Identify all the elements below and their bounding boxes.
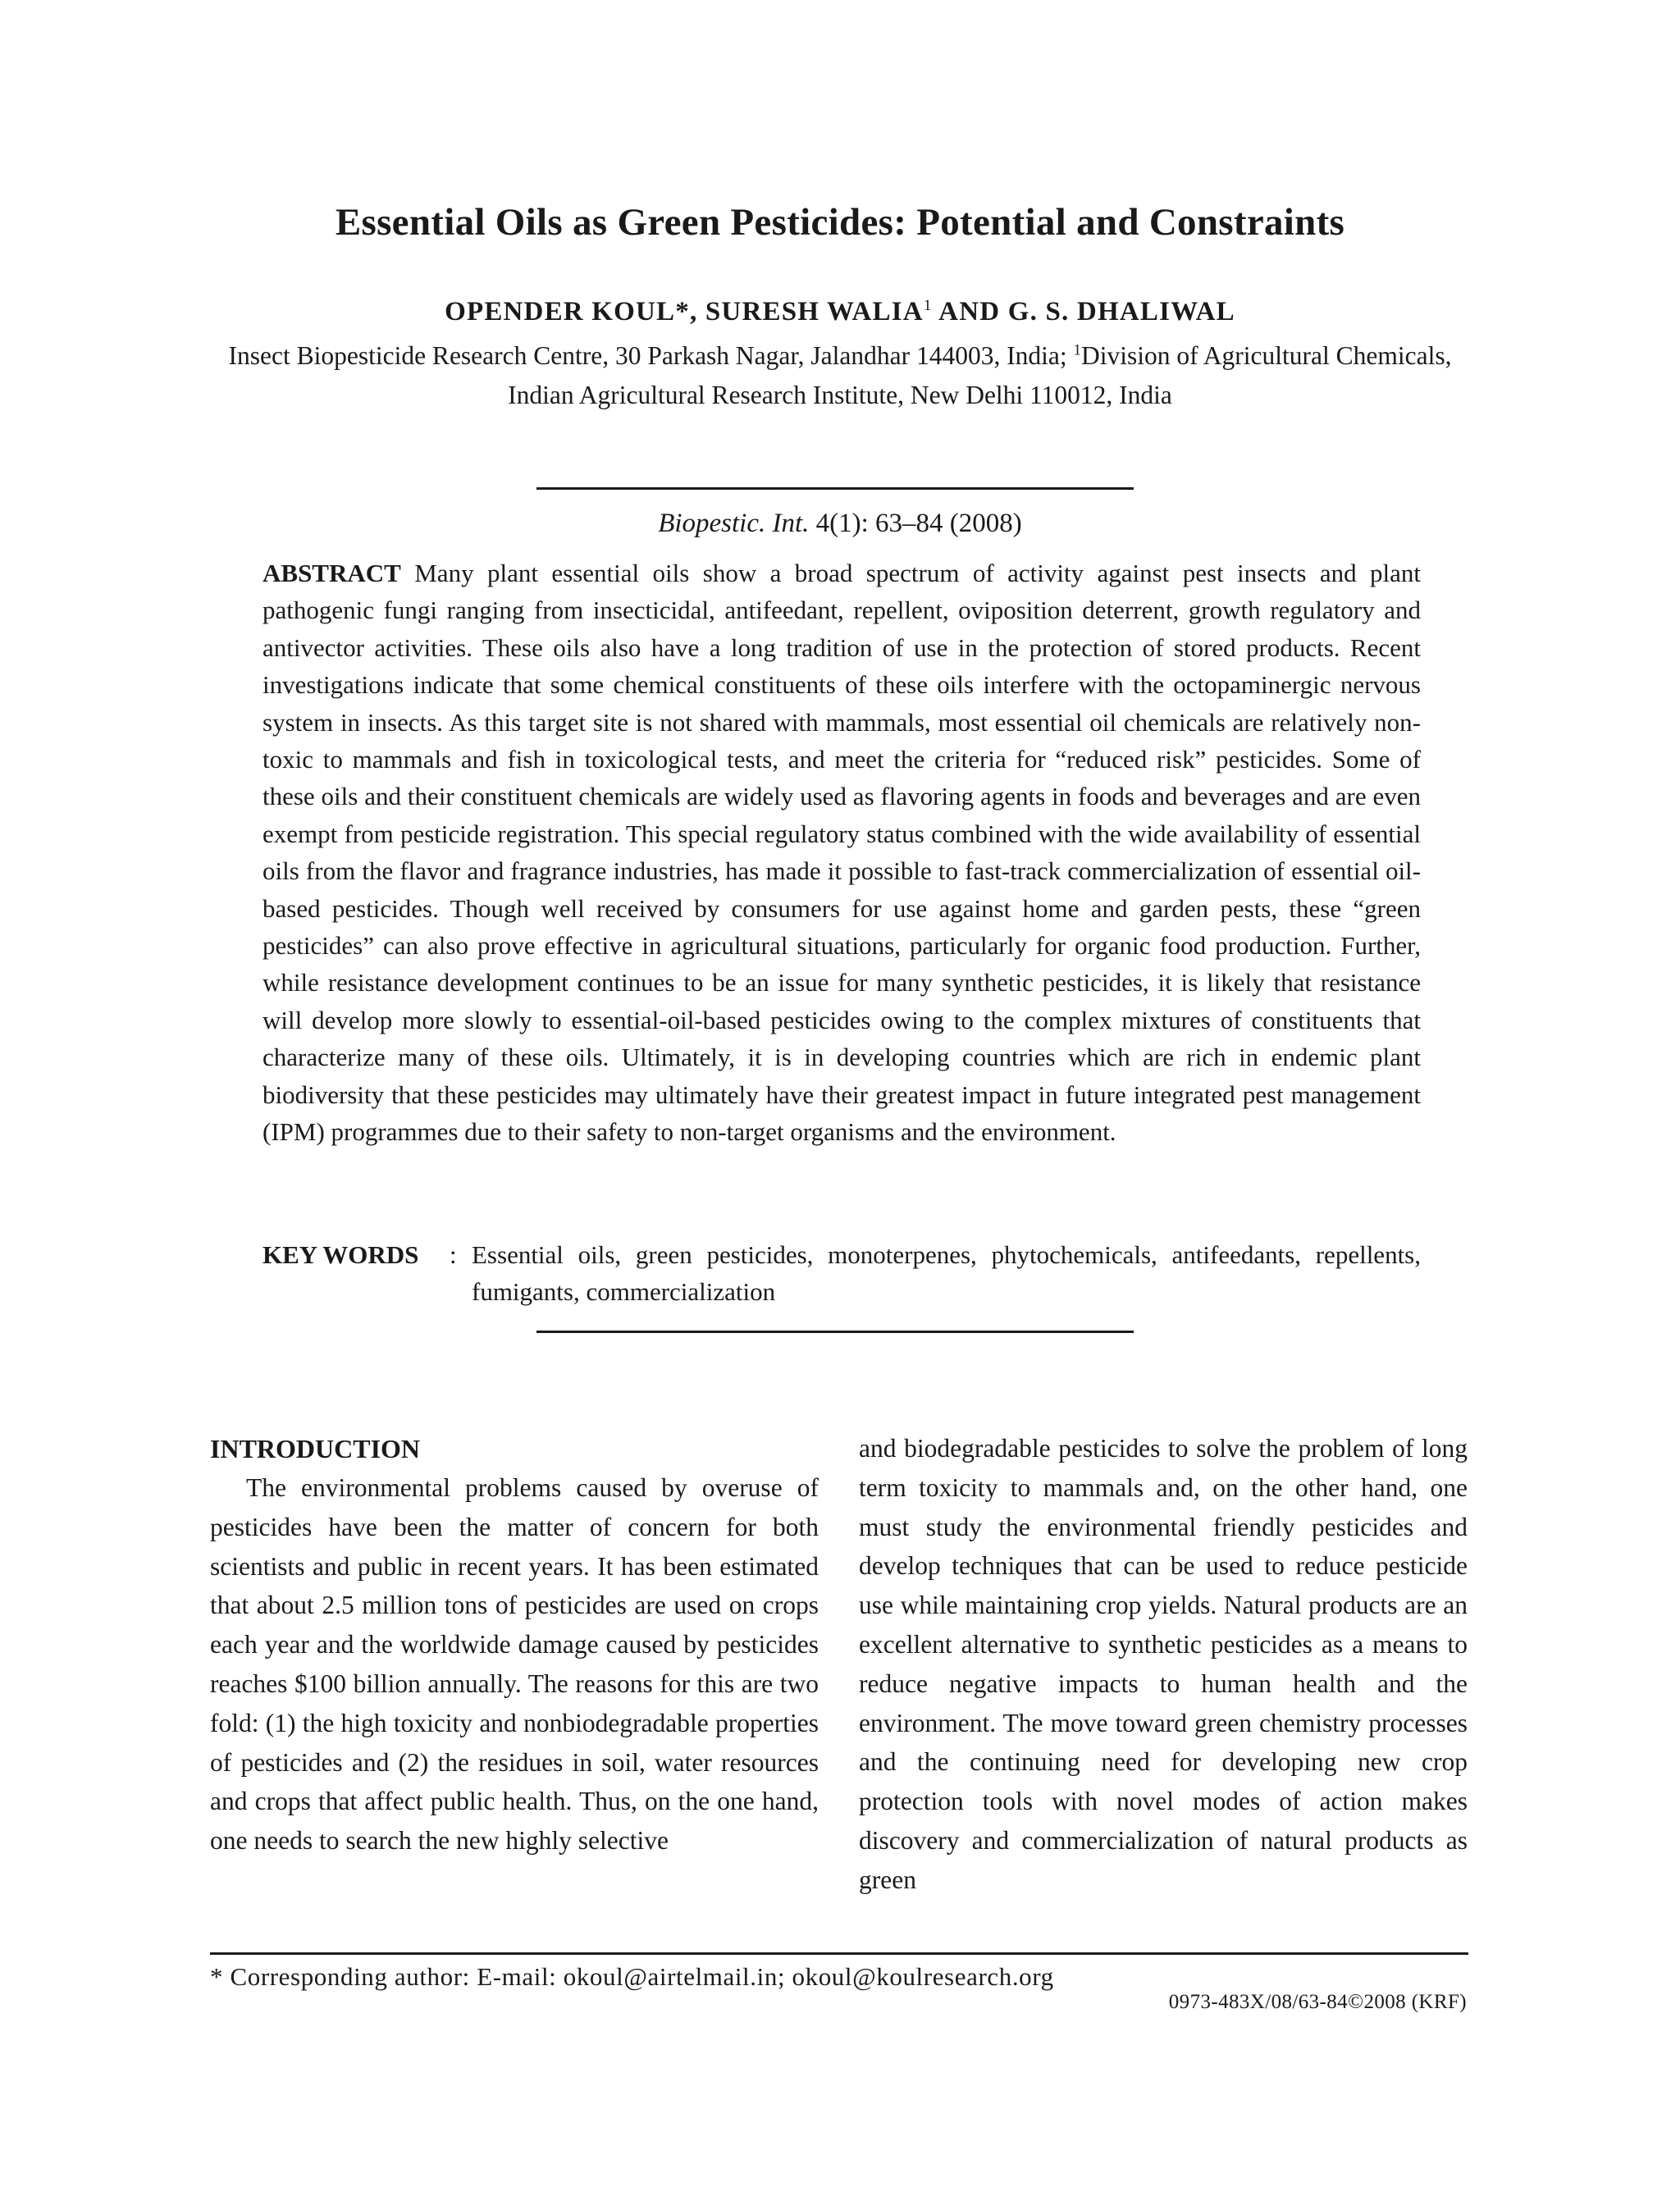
journal-citation <box>0 509 1680 539</box>
introduction-paragraph-left: The environmental problems caused by overuse of pesticides have been the matter of concern for both scientists and public in recent years. It has been estimated that about 2.5 million tons of pesticides are used on crops each year and the worldwide damage caused by pesticides reaches $100 billion annually. The reasons for this are two fold: (1) the high toxicity and nonbiodegradable properties of pesticides and (2) the residues in soil, water resources and crops that affect public health. Thus, on the one hand, one needs to search the new highly selective <box>210 1473 819 1856</box>
footnote-divider <box>210 1952 1468 1955</box>
copyright-line: 0973-483X/08/63-84©2008 (KRF) <box>1168 1991 1467 2013</box>
affiliation-part-1: Insect Biopesticide Research Centre, 30 Parkash Nagar, Jalandhar 144003, India; <box>228 341 1074 370</box>
keywords-text: Essential oils, green pesticides, monoterpenes, phytochemicals, antifeedants, repellents, fumigants, commercialization <box>472 1240 1421 1306</box>
introduction-right-column <box>859 1429 1468 1900</box>
introduction-left-column <box>210 1429 819 1860</box>
top-divider <box>536 487 1134 490</box>
affiliation-mark: 1 <box>1073 341 1082 359</box>
keywords-colon: : <box>450 1240 457 1269</box>
journal-name: Biopestic. Int. <box>658 509 810 538</box>
paper-title: Essential Oils as Green Pesticides: Potential and Constraints <box>335 201 1345 244</box>
author-names-1: OPENDER KOUL*, SURESH WALIA <box>445 297 924 326</box>
bottom-divider <box>536 1331 1134 1333</box>
author-list <box>0 297 1680 327</box>
introduction-heading: INTRODUCTION <box>210 1434 421 1463</box>
keywords-label: KEY WORDS <box>262 1240 419 1269</box>
journal-volume: 4(1): 63–84 (2008) <box>809 509 1022 538</box>
affiliation <box>221 336 1459 415</box>
abstract <box>262 555 1421 1151</box>
corresponding-author-footnote: * Corresponding author: E-mail: okoul@airtelmail.in; okoul@koulresearch.org <box>210 1962 1054 1991</box>
author-affiliation-mark: 1 <box>923 297 933 314</box>
introduction-paragraph-right: and biodegradable pesticides to solve the problem of long term toxicity to mammals and, on the other hand, one must study the environmental friendly pesticides and develop techniques that can be used to reduce pesticide use while maintaining crop yields. Natural products are an excellent alternative to synthetic pesticides as a means to reduce negative impacts to human health and the environment. The move toward green chemistry processes and the continuing need for developing new crop protection tools with novel modes of action makes discovery and commercialization of natural products as green <box>859 1434 1468 1894</box>
author-names-2: AND G. S. DHALIWAL <box>932 297 1235 326</box>
abstract-label: ABSTRACT <box>262 559 401 587</box>
affiliation-part-2: Division of Agricultural Chemicals, Indian Agricultural Research Institute, New Delhi 110012, India <box>508 341 1452 409</box>
abstract-text: Many plant essential oils show a broad spectrum of activity against pest insects and plant pathogenic fungi ranging from insecticidal, antifeedant, repellent, oviposition deterrent, growth regulatory and antivector activities. These oils also have a long tradition of use in the protection of stored products. Recent investigations indicate that some chemical constituents of these oils interfere with the octopaminergic nervous system in insects. As this target site is not shared with mammals, most essential oil chemicals are relatively non-toxic to mammals and fish in toxicological tests, and meet the criteria for “reduced risk” pesticides. Some of these oils and their constituent chemicals are widely used as flavoring agents in foods and beverages and are even exempt from pesticide registration. This special regulatory status combined with the wide availability of essential oils from the flavor and fragrance industries, has made it possible to fast-track commercialization of essential oil-based pesticides. Though well received by consumers for use against home and garden pests, these “green pesticides” can also prove effective in agricultural situations, particularly for organic food production. Further, while resistance development continues to be an issue for many synthetic pesticides, it is likely that resistance will develop more slowly to essential-oil-based pesticides owing to the complex mixtures of constituents that characterize many of these oils. Ultimately, it is in developing countries which are rich in endemic plant biodiversity that these pesticides may ultimately have their greatest impact in future integrated pest management (IPM) programmes due to their safety to non-target organisms and the environment. <box>262 559 1421 1147</box>
